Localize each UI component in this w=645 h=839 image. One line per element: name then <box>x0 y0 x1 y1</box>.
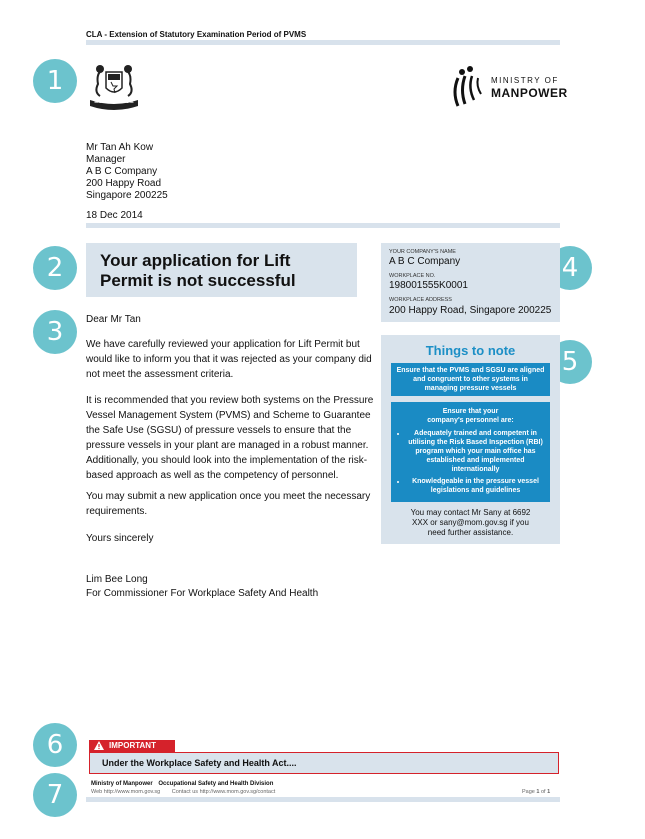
company-info-box <box>381 243 560 322</box>
footer-web-link[interactable]: http://www.mom.gov.sg <box>103 789 161 795</box>
workplace-no-label: WORKPLACE NO. <box>389 273 436 279</box>
marker-1: 1 <box>33 59 77 103</box>
document-title: CLA - Extension of Statutory Examination Period of PVMS <box>86 30 307 39</box>
recipient-name: Mr Tan Ah Kow <box>86 142 154 153</box>
important-box <box>89 752 559 774</box>
page-number <box>522 789 550 795</box>
page-word: Page <box>522 789 535 795</box>
note-list-item: • Knowledgeable in the pressure vessel legislations and guidelines <box>407 477 544 495</box>
note-box-2-list <box>391 429 550 495</box>
things-to-note-title: Things to note <box>425 343 516 358</box>
important-tab <box>89 740 175 752</box>
note-box-1-text: Ensure that the PVMS and SGSU are aligned and congruent to other systems in managing pressure vessels <box>396 367 545 392</box>
page-total: 1 <box>547 789 551 795</box>
mom-logo-icon <box>448 64 490 110</box>
header-divider <box>86 40 560 45</box>
letter-date: 18 Dec 2014 <box>86 210 143 221</box>
salutation: Dear Mr Tan <box>86 314 141 325</box>
signatory-name: Lim Bee Long <box>86 574 148 585</box>
contact-note-text: You may contact Mr Sany at 6692 XXX or sany@mom.gov.sg if you need further assistance. <box>410 508 531 537</box>
letter-paragraph-1: We have carefully reviewed your application for Lift Permit but would like to inform you that it was rejected as your company did not meet the assessment criteria. <box>86 339 372 380</box>
marker-5: 5 <box>548 340 592 384</box>
important-label: IMPORTANT <box>109 741 156 750</box>
workplace-address-value: 200 Happy Road, Singapore 200225 <box>389 305 552 316</box>
things-to-note-panel <box>381 335 560 544</box>
marker-2: 2 <box>33 246 77 290</box>
mom-logo-line1: MINISTRY OF <box>491 76 559 85</box>
page-current: 1 <box>536 789 540 795</box>
mom-logo-line2: MANPOWER <box>491 86 568 100</box>
letter-paragraph-2: It is recommended that you review both systems on the Pressure Vessel Management System (PVMS) and Scheme to Guarantee the Safe Use (SGSU) of pressure vessels to ensure that the pressure vessels in your plant are managed in a robust manner. Additionally, you should look into the implementation of the risk-based approach as well as the competency of personnel. <box>86 395 374 481</box>
footer <box>91 780 275 796</box>
recipient-city: Singapore 200225 <box>86 190 168 201</box>
note-box-2-heading: Ensure that your company's personnel are: <box>427 408 514 424</box>
company-name-value: A B C Company <box>389 256 461 267</box>
footer-web-label: Web <box>91 789 103 795</box>
letter-closing: Yours sincerely <box>86 533 154 544</box>
note-box-1 <box>391 363 550 396</box>
marker-6: 6 <box>33 723 77 767</box>
recipient-street: 200 Happy Road <box>86 178 162 189</box>
marker-3: 3 <box>33 310 77 354</box>
note-box-2 <box>391 402 550 502</box>
footer-divider <box>86 797 560 802</box>
important-text: Under the Workplace Safety and Health Act.... <box>102 758 297 768</box>
signatory-title: For Commissioner For Workplace Safety And Health <box>86 588 319 599</box>
coat-of-arms-icon <box>86 62 142 112</box>
headline-text: Your application for Lift Permit is not successful <box>100 251 296 290</box>
contact-note <box>381 508 560 538</box>
footer-contact-label: Contact us <box>171 789 199 795</box>
workplace-address-label: WORKPLACE ADDRESS <box>389 297 452 303</box>
footer-division: Occupational Safety and Health Division <box>158 781 274 787</box>
letter-paragraph-3: You may submit a new application once you meet the necessary requirements. <box>86 491 371 517</box>
crest-motto: MAJULAH SINGAPURA <box>94 100 134 104</box>
recipient-company: A B C Company <box>86 166 158 177</box>
note-list-item: • Adequately trained and competent in utilising the Risk Based Inspection (RBI) program which your main office has established and implemented internationally <box>407 429 544 474</box>
footer-org: Ministry of Manpower <box>91 781 153 787</box>
mom-logo <box>448 64 568 112</box>
date-divider <box>86 223 560 228</box>
marker-7: 7 <box>33 773 77 817</box>
marker-4: 4 <box>548 246 592 290</box>
workplace-no-value: 198001555K0001 <box>389 280 468 291</box>
company-name-label: YOUR COMPANY'S NAME <box>389 249 456 255</box>
recipient-address <box>86 142 168 202</box>
headline-box <box>86 243 357 297</box>
recipient-title: Manager <box>86 154 126 165</box>
page-of: of <box>540 789 546 795</box>
footer-contact-link[interactable]: http://www.mom.gov.sg/contact <box>199 789 276 795</box>
